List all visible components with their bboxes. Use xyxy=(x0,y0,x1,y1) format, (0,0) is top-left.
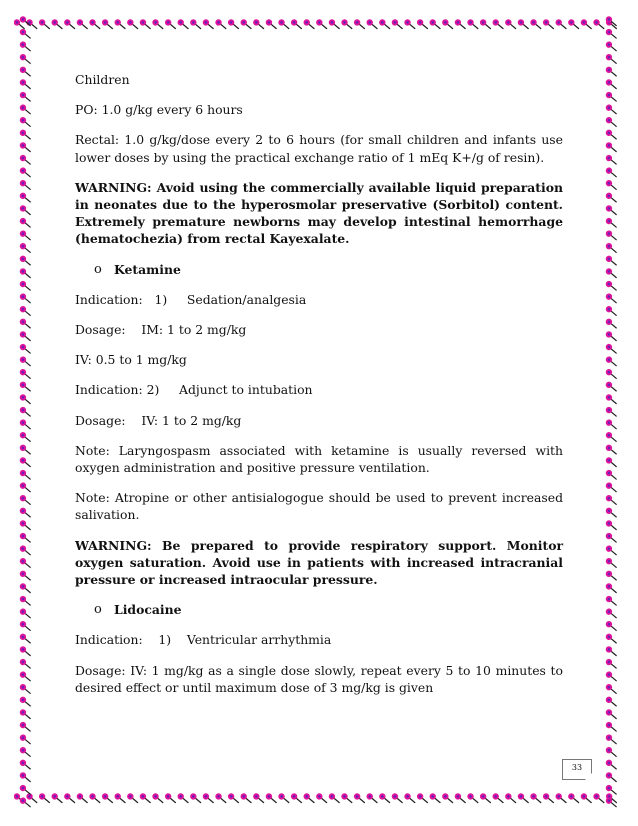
pin-icon xyxy=(18,544,32,557)
pin-icon xyxy=(189,18,203,31)
pin-icon xyxy=(264,18,278,31)
pin-icon xyxy=(18,632,32,645)
pin-icon xyxy=(504,18,518,31)
pin-icon xyxy=(604,305,618,318)
pin-icon xyxy=(604,658,618,671)
pin-icon xyxy=(604,469,618,482)
pin-icon xyxy=(604,670,618,683)
pin-icon xyxy=(479,792,493,805)
pin-icon xyxy=(101,792,115,805)
kayexalate-warning: WARNING: Avoid using the commercially available liquid preparation in neonates due to the hyperosmolar preservative (Sorbitol) content. Extremely premature newborns may develop intestinal hemorrhage (hematochezia) from rectal Kayexalate. xyxy=(75,179,563,247)
ketamine-title: Ketamine xyxy=(114,261,181,277)
pin-icon xyxy=(604,431,618,444)
pin-icon xyxy=(403,792,417,805)
ketamine-indication-2: Indication: 2) Adjunct to intubation xyxy=(75,382,313,398)
pin-icon xyxy=(227,18,241,31)
pin-icon xyxy=(176,792,190,805)
pin-icon xyxy=(604,582,618,595)
pin-icon xyxy=(315,792,329,805)
pin-icon xyxy=(138,792,152,805)
pin-icon xyxy=(390,792,404,805)
pin-icon xyxy=(327,18,341,31)
pin-icon xyxy=(604,154,618,167)
pin-icon xyxy=(252,18,266,31)
pin-icon xyxy=(18,267,32,280)
pin-icon xyxy=(18,406,32,419)
pin-icon xyxy=(18,683,32,696)
pin-icon xyxy=(18,128,32,141)
pin-icon xyxy=(604,494,618,507)
pin-icon xyxy=(50,792,64,805)
pin-icon xyxy=(18,607,32,620)
pin-icon xyxy=(604,343,618,356)
pin-icon xyxy=(604,355,618,368)
pin-icon xyxy=(604,620,618,633)
pin-icon xyxy=(453,792,467,805)
pin-icon xyxy=(126,18,140,31)
pin-icon xyxy=(604,733,618,746)
pin-icon xyxy=(441,18,455,31)
pin-icon xyxy=(290,792,304,805)
pin-icon xyxy=(554,18,568,31)
pin-icon xyxy=(18,695,32,708)
pin-icon xyxy=(604,191,618,204)
pin-icon xyxy=(277,18,291,31)
pin-icon xyxy=(63,792,77,805)
pin-icon xyxy=(201,792,215,805)
pin-icon xyxy=(214,18,228,31)
pin-icon xyxy=(18,506,32,519)
pin-icon xyxy=(441,792,455,805)
pin-icon xyxy=(604,632,618,645)
pin-icon xyxy=(567,18,581,31)
pin-icon xyxy=(18,519,32,532)
pin-icon xyxy=(604,683,618,696)
pin-icon xyxy=(604,393,618,406)
pin-icon xyxy=(18,305,32,318)
lidocaine-indication-1: Indication: 1) Ventricular arrhythmia xyxy=(75,632,332,648)
pin-icon xyxy=(18,532,32,545)
bullet-icon: o xyxy=(94,261,102,277)
section-label-children: Children xyxy=(75,72,130,87)
ketamine-note-1: Note: Laryngospasm associated with ketamine is usually reversed with oxygen administration and positive pressure ventilation. xyxy=(75,442,563,476)
pin-icon xyxy=(277,792,291,805)
pin-border-svg xyxy=(14,790,622,808)
pin-icon xyxy=(340,792,354,805)
pin-icon xyxy=(604,746,618,759)
pin-icon xyxy=(18,166,32,179)
pin-icon xyxy=(18,242,32,255)
pin-icon xyxy=(604,91,618,104)
pin-icon xyxy=(18,217,32,230)
pin-icon xyxy=(604,368,618,381)
pin-icon xyxy=(604,758,618,771)
ketamine-iv-dosage: IV: 0.5 to 1 mg/kg xyxy=(75,352,187,368)
pin-icon xyxy=(18,595,32,608)
pin-icon xyxy=(18,368,32,381)
pin-icon xyxy=(567,792,581,805)
pin-icon xyxy=(18,658,32,671)
pin-icon xyxy=(604,595,618,608)
pin-icon xyxy=(18,254,32,267)
pin-icon xyxy=(554,792,568,805)
pin-icon xyxy=(378,18,392,31)
pin-icon xyxy=(18,280,32,293)
pin-icon xyxy=(18,758,32,771)
pin-icon xyxy=(18,355,32,368)
pin-icon xyxy=(604,330,618,343)
pin-icon xyxy=(604,557,618,570)
pin-icon xyxy=(466,18,480,31)
pin-icon xyxy=(604,418,618,431)
pin-icon xyxy=(604,645,618,658)
pin-icon xyxy=(18,229,32,242)
pin-icon xyxy=(164,18,178,31)
pin-icon xyxy=(604,267,618,280)
pin-icon xyxy=(604,65,618,78)
pin-icon xyxy=(604,506,618,519)
pin-icon xyxy=(126,792,140,805)
pin-icon xyxy=(18,645,32,658)
pin-icon xyxy=(604,317,618,330)
pin-icon xyxy=(604,280,618,293)
pin-icon xyxy=(604,179,618,192)
pin-icon xyxy=(18,292,32,305)
pin-icon xyxy=(290,18,304,31)
pin-icon xyxy=(604,544,618,557)
pin-icon xyxy=(504,792,518,805)
po-dosage-text: PO: 1.0 g/kg every 6 hours xyxy=(75,102,243,118)
pin-icon xyxy=(18,721,32,734)
rectal-dosage-text: Rectal: 1.0 g/kg/dose every 2 to 6 hours (for small children and infants use lower doses by using the practical exchange ratio of 1 mEq K+/g of resin). xyxy=(75,132,563,165)
pin-icon xyxy=(88,18,102,31)
pin-icon xyxy=(542,792,556,805)
pin-icon xyxy=(18,179,32,192)
page-number: 33 xyxy=(571,763,583,772)
pin-icon xyxy=(75,792,89,805)
pin-icon xyxy=(18,620,32,633)
pin-icon xyxy=(88,792,102,805)
pin-icon xyxy=(604,28,618,41)
page-number-box xyxy=(562,759,592,780)
pin-icon xyxy=(75,18,89,31)
pin-icon xyxy=(18,418,32,431)
pin-icon xyxy=(151,18,165,31)
pin-icon xyxy=(18,443,32,456)
pin-icon xyxy=(189,792,203,805)
pin-icon xyxy=(516,18,530,31)
pin-icon xyxy=(18,116,32,129)
pin-icon xyxy=(529,792,543,805)
ketamine-warning: WARNING: Be prepared to provide respiratory support. Monitor oxygen saturation. Avoid use in patients with increased intracranial pressure or increased intraocular pressure. xyxy=(75,537,563,588)
pin-icon xyxy=(18,469,32,482)
pin-icon xyxy=(340,18,354,31)
pin-icon xyxy=(604,141,618,154)
pin-icon xyxy=(416,792,430,805)
pin-icon xyxy=(176,18,190,31)
lidocaine-dosage-1: Dosage: IV: 1 mg/kg as a single dose slowly, repeat every 5 to 10 minutes to desired effect or until maximum dose of 3 mg/kg is given xyxy=(75,662,563,695)
pin-icon xyxy=(365,792,379,805)
bullet-icon: o xyxy=(94,602,102,618)
pin-icon xyxy=(390,18,404,31)
pin-icon xyxy=(18,330,32,343)
pin-icon xyxy=(604,53,618,66)
pin-icon xyxy=(138,18,152,31)
pin-icon xyxy=(604,784,618,797)
ketamine-indication-1: Indication: 1) Sedation/analgesia xyxy=(75,291,307,307)
pin-icon xyxy=(18,78,32,91)
pin-icon xyxy=(604,217,618,230)
pin-icon xyxy=(604,204,618,217)
pin-icon xyxy=(353,792,367,805)
pin-icon xyxy=(604,607,618,620)
pin-icon xyxy=(239,18,253,31)
ketamine-dosage-2: Dosage: IV: 1 to 2 mg/kg xyxy=(75,412,242,428)
pin-icon xyxy=(604,78,618,91)
pin-icon xyxy=(302,792,316,805)
pin-icon xyxy=(428,18,442,31)
pin-icon xyxy=(214,792,228,805)
pin-icon xyxy=(604,796,618,808)
pin-icon xyxy=(604,456,618,469)
decorative-border-bottom xyxy=(14,790,622,808)
pin-icon xyxy=(604,380,618,393)
pin-icon xyxy=(604,128,618,141)
lidocaine-heading xyxy=(94,601,563,618)
pin-icon xyxy=(453,18,467,31)
pin-icon xyxy=(18,103,32,116)
pin-icon xyxy=(604,695,618,708)
pin-icon xyxy=(18,380,32,393)
pin-icon xyxy=(18,40,32,53)
pin-icon xyxy=(604,443,618,456)
pin-icon xyxy=(529,18,543,31)
decorative-border-top xyxy=(14,16,622,34)
pin-icon xyxy=(113,792,127,805)
pin-border-svg xyxy=(602,16,622,808)
pin-icon xyxy=(151,792,165,805)
pin-icon xyxy=(18,784,32,797)
pin-icon xyxy=(18,481,32,494)
decorative-border-left xyxy=(16,16,36,808)
pin-icon xyxy=(579,18,593,31)
pin-icon xyxy=(604,292,618,305)
pin-icon xyxy=(18,456,32,469)
pin-icon xyxy=(63,18,77,31)
pin-icon xyxy=(579,792,593,805)
pin-icon xyxy=(491,792,505,805)
pin-icon xyxy=(18,796,32,808)
pin-icon xyxy=(604,406,618,419)
pin-icon xyxy=(604,16,618,28)
pin-icon xyxy=(516,792,530,805)
pin-icon xyxy=(18,393,32,406)
pin-icon xyxy=(18,204,32,217)
pin-icon xyxy=(18,670,32,683)
lidocaine-title: Lidocaine xyxy=(114,602,182,618)
pin-icon xyxy=(604,242,618,255)
pin-icon xyxy=(239,792,253,805)
pin-icon xyxy=(428,792,442,805)
pin-icon xyxy=(416,18,430,31)
pin-icon xyxy=(18,28,32,41)
ketamine-heading xyxy=(94,261,563,278)
pin-icon xyxy=(18,494,32,507)
pin-icon xyxy=(101,18,115,31)
pin-icon xyxy=(164,792,178,805)
pin-icon xyxy=(491,18,505,31)
pin-icon xyxy=(466,792,480,805)
page-content xyxy=(75,71,563,709)
pin-border-svg xyxy=(14,16,622,34)
decorative-border-right xyxy=(602,16,622,808)
pin-icon xyxy=(604,708,618,721)
pin-icon xyxy=(315,18,329,31)
pin-icon xyxy=(18,708,32,721)
pin-icon xyxy=(604,116,618,129)
pin-icon xyxy=(378,792,392,805)
pin-icon xyxy=(201,18,215,31)
pin-icon xyxy=(38,792,52,805)
pin-icon xyxy=(18,317,32,330)
pin-icon xyxy=(18,431,32,444)
pin-border-svg xyxy=(16,16,36,808)
pin-icon xyxy=(18,569,32,582)
pin-icon xyxy=(113,18,127,31)
pin-icon xyxy=(403,18,417,31)
pin-icon xyxy=(18,91,32,104)
pin-icon xyxy=(18,53,32,66)
pin-icon xyxy=(604,254,618,267)
pin-icon xyxy=(18,16,32,28)
pin-icon xyxy=(542,18,556,31)
pin-icon xyxy=(479,18,493,31)
pin-icon xyxy=(18,191,32,204)
pin-icon xyxy=(18,557,32,570)
pin-icon xyxy=(18,771,32,784)
pin-icon xyxy=(252,792,266,805)
pin-icon xyxy=(604,229,618,242)
pin-icon xyxy=(302,18,316,31)
ketamine-note-2: Note: Atropine or other antisialogogue should be used to prevent increased salivation. xyxy=(75,490,563,523)
pin-icon xyxy=(604,569,618,582)
pin-icon xyxy=(18,582,32,595)
pin-icon xyxy=(18,141,32,154)
ketamine-dosage-1: Dosage: IM: 1 to 2 mg/kg xyxy=(75,322,247,338)
pin-icon xyxy=(50,18,64,31)
pin-icon xyxy=(18,733,32,746)
pin-icon xyxy=(264,792,278,805)
pin-icon xyxy=(604,166,618,179)
pin-icon xyxy=(353,18,367,31)
pin-icon xyxy=(18,154,32,167)
pin-icon xyxy=(604,771,618,784)
pin-icon xyxy=(18,65,32,78)
pin-icon xyxy=(604,40,618,53)
pin-icon xyxy=(604,519,618,532)
pin-icon xyxy=(604,532,618,545)
pin-icon xyxy=(604,481,618,494)
pin-icon xyxy=(365,18,379,31)
pin-icon xyxy=(227,792,241,805)
pin-icon xyxy=(18,746,32,759)
pin-icon xyxy=(604,721,618,734)
pin-icon xyxy=(327,792,341,805)
pin-icon xyxy=(38,18,52,31)
pin-icon xyxy=(604,103,618,116)
pin-icon xyxy=(18,343,32,356)
